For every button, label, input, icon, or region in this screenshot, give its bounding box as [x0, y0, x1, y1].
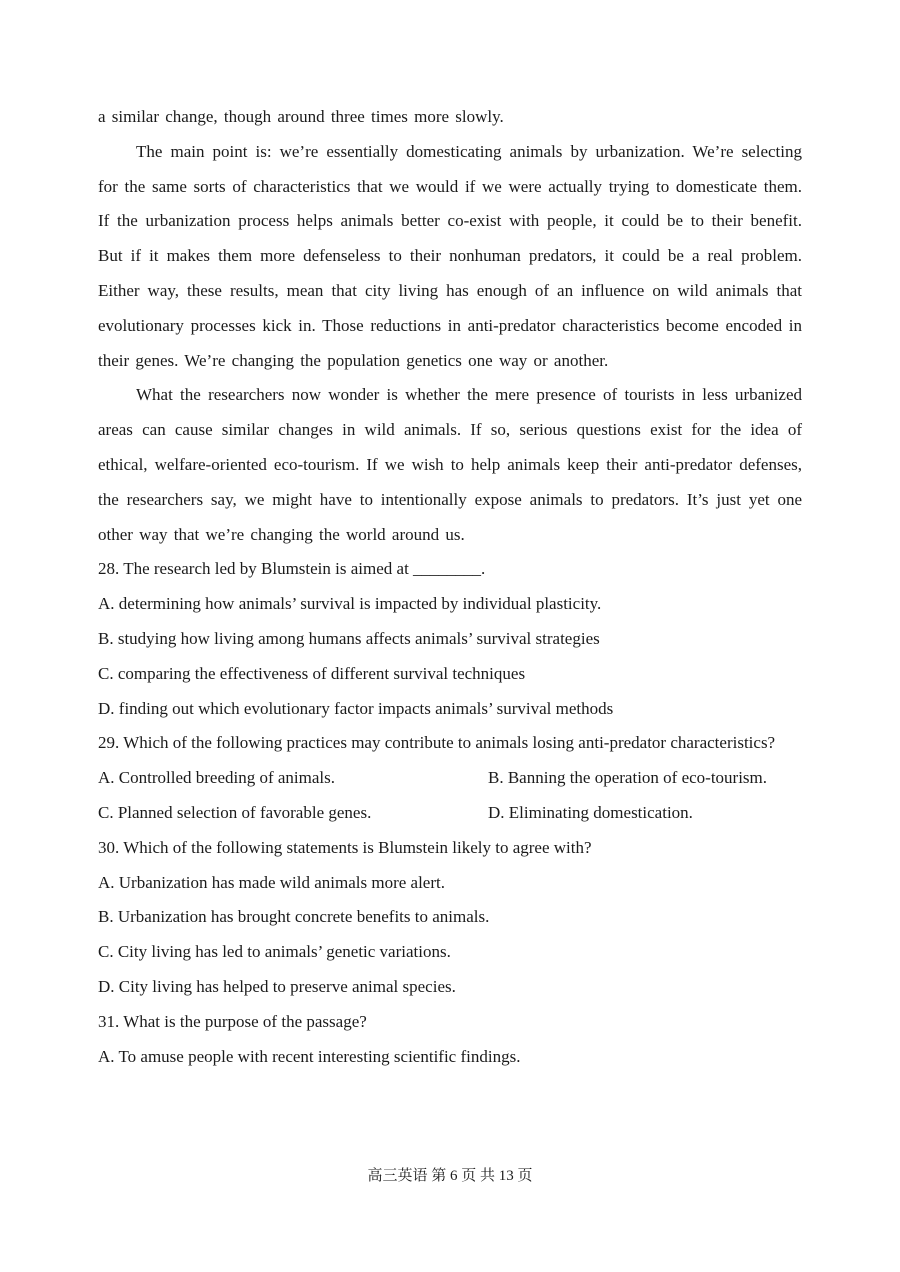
- question-30-option-c: C. City living has led to animals’ genetic variations.: [98, 942, 451, 962]
- question-30-option-d: D. City living has helped to preserve animal species.: [98, 976, 456, 996]
- question-28-stem: 28. The research led by Blumstein is aimed at ________.: [98, 559, 486, 579]
- question-29-options-row-2: [98, 796, 802, 831]
- question-29-option-b: B. Banning the operation of eco-tourism.: [488, 768, 768, 788]
- question-31-option-a: A. To amuse people with recent interesting scientific findings.: [98, 1046, 521, 1066]
- question-29-options-row-1: [98, 761, 802, 796]
- question-28-option-a: A. determining how animals’ survival is impacted by individual plasticity.: [98, 594, 602, 614]
- question-30-option-b: B. Urbanization has brought concrete benefits to animals.: [98, 907, 490, 927]
- question-28-option-b: B. studying how living among humans affects animals’ survival strategies: [98, 628, 600, 648]
- question-28-option-d: D. finding out which evolutionary factor impacts animals’ survival methods: [98, 698, 614, 718]
- passage-continuation-line: a similar change, though around three times more slowly.: [98, 107, 504, 126]
- question-31-stem: 31. What is the purpose of the passage?: [98, 1011, 367, 1031]
- passage-paragraph-2: What the researchers now wonder is whether the mere presence of tourists in less urbanized areas can cause similar changes in wild animals. If so, serious questions exist for the idea of ethical, welfare-oriented eco-tourism. If we wish to help animals keep their anti-predator defenses, the researchers say, we might have to intentionally expose animals to predators. It’s just yet one other way that we’re changing the world around us.: [98, 385, 802, 544]
- question-28-option-c: C. comparing the effectiveness of different survival techniques: [98, 663, 526, 683]
- question-30-option-a: A. Urbanization has made wild animals more alert.: [98, 872, 445, 892]
- question-29-stem: 29. Which of the following practices may contribute to animals losing anti-predator characteristics?: [98, 733, 776, 753]
- question-30-stem: 30. Which of the following statements is Blumstein likely to agree with?: [98, 837, 592, 857]
- page-content: [98, 100, 802, 1074]
- page-footer: 高三英语 第 6 页 共 13 页: [367, 1168, 533, 1184]
- passage-paragraph-1: The main point is: we’re essentially domesticating animals by urbanization. We’re selecting for the same sorts of characteristics that we would if we were actually trying to domesticate them. If the urbanization process helps animals better co-exist with people, it could be to their benefit. But if it makes them more defenseless to their nonhuman predators, it could be a real problem. Either way, these results, mean that city living has enough of an influence on wild animals that evolutionary processes kick in. Those reductions in anti-predator characteristics become encoded in their genes. We’re changing the population genetics one way or another.: [98, 141, 802, 370]
- question-29-option-d: D. Eliminating domestication.: [488, 802, 693, 822]
- question-29-option-a: A. Controlled breeding of animals.: [98, 768, 336, 788]
- question-29-option-c: C. Planned selection of favorable genes.: [98, 802, 372, 822]
